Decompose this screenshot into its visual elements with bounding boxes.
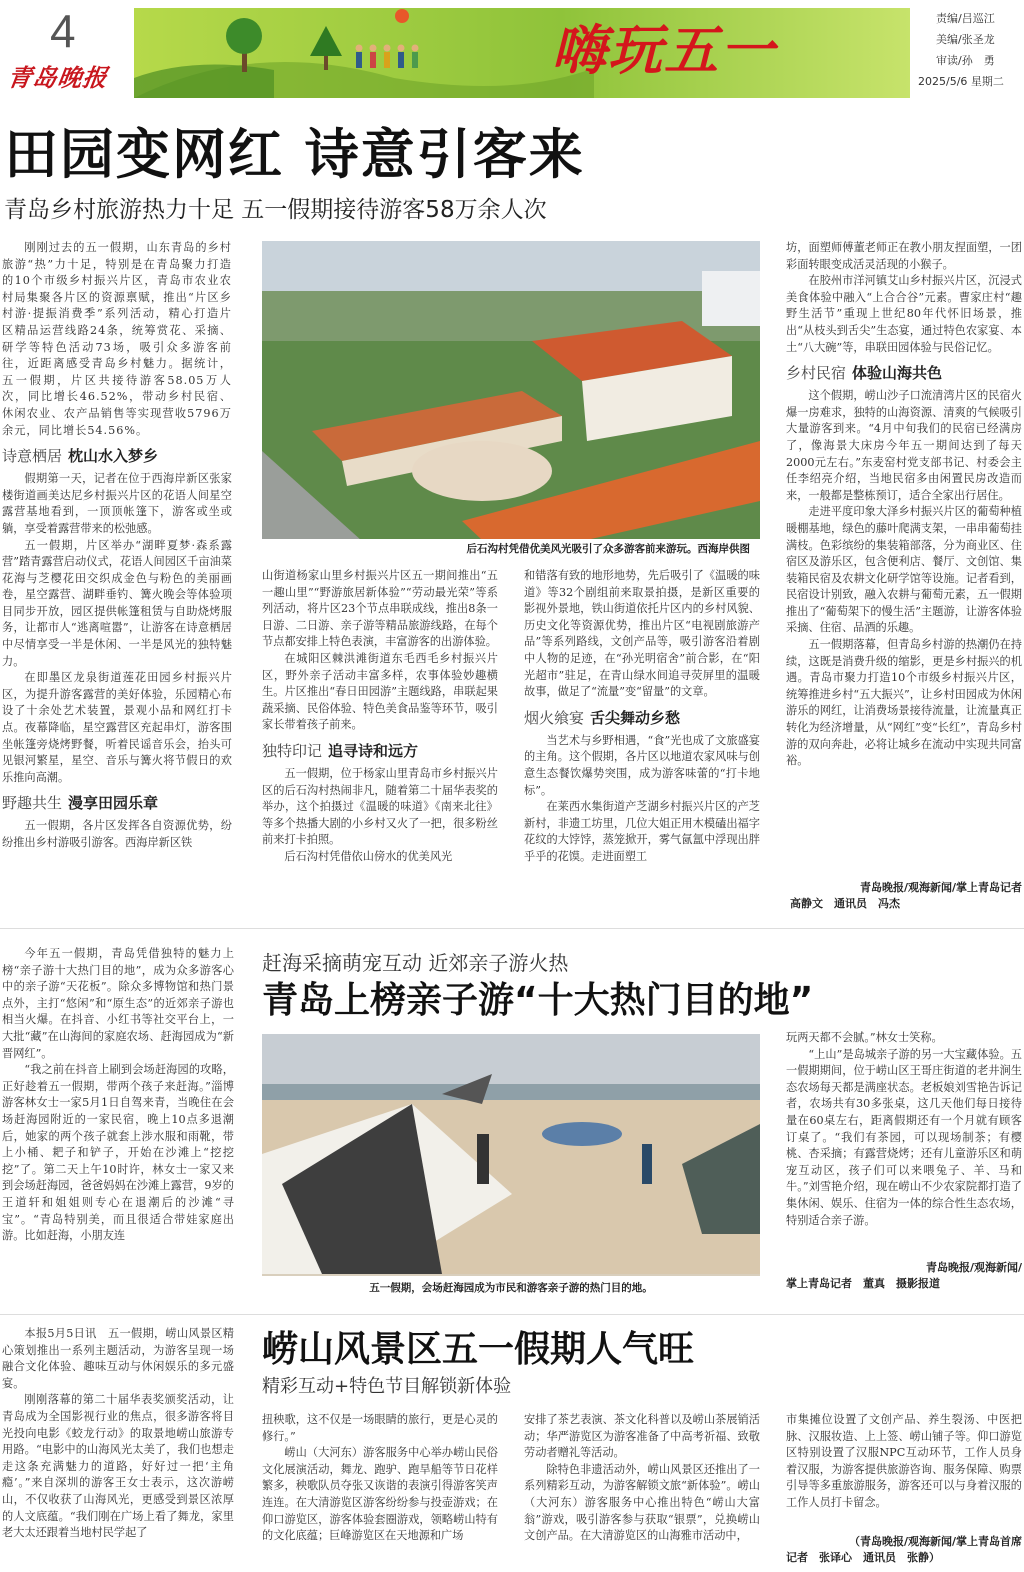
article2-photo-caption: 五一假期，会场赶海园成为市民和游客亲子游的热门目的地。 [262,1276,760,1300]
article1-column-4 [786,240,1022,878]
beach-camping-photo [262,1034,760,1274]
issue-date: 2025/5/6 星期二 [918,75,1004,88]
article3-dateline: 本报5月5日讯 五一假期，崂山风景区精心策划推出一系列主题活动，为游客呈现一场融合文化体验、趣味互动与休闲娱乐的多元盛宴。 [2,1327,234,1390]
article2-column-1 [2,946,234,1302]
paragraph: 在莱西水集街道产芝湖乡村振兴片区的产芝新村，非遗工坊里，几位大姐正用木模磕出福字花纹的大饽饽，蒸笼掀开，雾气氤氲中浮现出胖乎乎的花馍。走进面塑工 [524,800,760,863]
paragraph: 在胶州市洋河镇艾山乡村振兴片区，沉浸式美食体验中融入“上合合谷”元素。曹家庄村“趣野生活节”重现上世纪80年代怀旧场景，推出“从枝头到舌尖”生态宴，通过特色农家宴、本土“八大碗”等，串联田园体验与民俗记忆。 [786,274,1022,354]
page-number: 4 [50,5,76,57]
editor-credits [918,8,1022,92]
village-aerial-photo [262,241,760,559]
paragraph: 在即墨区龙泉街道莲花田园乡村振兴片区，为提升游客露营的美好体验，乐园精心布设了十余处艺术装置，景观小品和网红打卡点。夜幕降临，星空露营区充起串灯，游客围坐帐篷旁烧烤野餐，听着民谣音乐会，抬头可见银河繁星，星空、音乐与篝火将节假日的欢乐推向高潮。 [2,671,232,784]
article2-kicker: 赶海采摘萌宠互动 近郊亲子游火热 [262,951,569,975]
article1-subheadline: 青岛乡村旅游热力十足 五一假期接待游客58万余人次 [4,197,547,223]
article2-byline: 青岛晚报/观海新闻/ 掌上青岛记者 董真 摄影报道 [786,1261,1022,1290]
paragraph: 崂山（大河东）游客服务中心举办崂山民俗文化展演活动，舞龙、跑驴、跑旱船等节日花样繁多，秧歌队员夺张又诙谐的表演引得游客笑声连连。在大清游览区游客纷纷参与投壶游戏；在仰口游览区，游客体验套圈游戏，领略崂山特有的文化底蕴；巨峰游览区在天地源和广场 [262,1446,498,1543]
paragraph: 山街道杨家山里乡村振兴片区五一期间推出“五一趣山里”“野游旅居新体验”“劳动最光荣”等系列活动，将片区23个节点串联成线，推出8条一日游、二日游、亲子游等精品旅游线路，在每个节点都安排上特色表演，丰富游客的出游体验。 [262,569,498,649]
section3-heading: 独特印记 追寻诗和远方 [262,741,419,760]
paragraph: “我之前在抖音上刷到会场赶海园的攻略，正好趁着五一假期，带两个孩子来赶海。”淄博游客林女士一家5月1日自驾来青，当晚住在会场赶海园附近的一家民宿，晚上10点多退潮后，她家的两个孩子就套上涉水服和雨靴，带上小桶、耙子和铲子，开始在沙滩上“挖挖挖”了。第二天上午10时许，林女士一家又来到会场赶海园，爸爸妈妈在沙滩上露营，9岁的王道轩和姐姐则专心在退潮后的沙滩“寻宝”。“青岛特别美，而且很适合带娃家庭出游。比如赶海，小朋友连 [2,1063,234,1243]
article3-subheadline: 精彩互动+特色节目解锁新体验 [262,1376,512,1397]
sun-icon [395,9,409,23]
article1-column-3 [524,568,760,918]
section1-heading: 诗意栖居 枕山水入梦乡 [2,447,159,466]
people-icon [356,45,419,69]
divider [0,1314,1024,1315]
paragraph: 当艺术与乡野相遇，“食”光也成了文旅盛宴的主角。这个假期，各片区以地道农家风味与创意生态餐饮爆势突围，成为游客味蕾的“打卡地标”。 [524,733,760,797]
paper-name-logo: 青岛晚报 [5,63,110,92]
paragraph: 除特色非遗活动外，崂山风景区还推出了一系列精彩互动，为游客解锁文旅“新体验”。崂山（大河东）游客服务中心推出特色“崂山大富翁”游戏，吸引游客参与获取“银票”，兑换崂山文创产品。在大清游览区的山海雅市活动中， [524,1462,760,1543]
section2-heading: 野趣共生 漫享田园乐章 [2,794,159,813]
article3-column-4 [786,1412,1022,1530]
article2-column-3 [786,1030,1022,1274]
paragraph: 坊，面塑师傅董老师正在教小朋友捏面塑，一团彩面转眼变成活灵活现的小猴子。 [786,241,1022,271]
divider [0,928,1024,929]
designer-name: 美编/张圣龙 [936,33,995,46]
paragraph: 市集摊位设置了文创产品、养生裂汤、中医把脉、汉服妆造、上上签、崂山铺子等。仰口游览区特别设置了汉服NPC互动环节，工作人员身着汉服，为游客提供旅游咨询、服务保障、购票引导等多重旅游服务，游客还可以与身着汉服的工作人员打卡留念。 [786,1413,1022,1509]
banner-illustration [134,8,910,98]
paragraph: 扭秧歌，这不仅是一场眼睛的旅行，更是心灵的修行。” [262,1413,498,1443]
paragraph: 五一假期，片区举办“湖畔夏梦·森系露营”踏青露营启动仪式，花语人间园区千亩油菜花海与芝樱花田交织成金色与粉色的美丽画卷，星空露营、湖畔垂钓、篝火晚会等体验项目同步开放，园区提供帐篷租赁与自助烧烤服务，让都市人“逃离喧嚣”，让游客在诗意栖居中尽情享受一半是休闲、一半是风光的独特魅力。 [2,538,232,668]
banner [134,8,910,98]
article1-photo-caption: 后石沟村凭借优美风光吸引了众多游客前来游玩。西海岸供图 [262,539,760,559]
article1-byline: 青岛晚报/观海新闻/掌上青岛记者 高静文 通讯员 冯杰 [790,881,1022,910]
article3-column-3 [524,1412,760,1570]
article3-column-1 [2,1326,234,1570]
paragraph: 五一假期，各片区发挥各自资源优势，纷纷推出乡村游吸引游客。西海岸新区铁 [2,819,232,849]
paragraph: 假期第一天，记者在位于西海岸新区张家楼街道画美达尼乡村振兴片区的花语人间星空露营基地看到，一顶顶帐篷下，游客或坐或躺，享受着露营带来的松弛感。 [2,472,232,535]
paragraph: 和错落有致的地形地势，先后吸引了《温暖的味道》等32个剧组前来取景拍摄，是新区重要的影视外景地，铁山街道依托片区内的乡村风貌、历史文化等资源优势，推出片区“电视剧旅游产品”等系列路线，文创产品等，吸引游客沿着剧中人物的足迹，在“孙光明宿舍”前合影，在“阳光超市”驻足，在青山绿水间追寻荧屏里的温暖故事，做足了“流量”变“留量”的文章。 [524,569,760,699]
article2-photo [262,1034,760,1300]
banner-title: 嗨玩五一 [552,19,776,82]
paragraph: 走进平度印象大泽乡村振兴片区的葡萄种植暖棚基地，绿色的藤叶爬满支架，一串串葡萄挂满枝。色彩缤纷的集装箱部落，分为商业区、住宿区及游乐区，包含便利店、餐厅、文创馆、集装箱民宿及农耕文化研学馆等设施。记者看到，民宿设计别致，融入农耕与葡萄元素，五一假期推出了“葡萄架下的慢生活”主题游，让游客体验采摘、住宿、品酒的乐趣。 [786,505,1022,635]
paragraph: 后石沟村凭借依山傍水的优美风光 [284,849,453,863]
paragraph: 玩两天都不会腻。”林女士笑称。 [786,1031,943,1044]
article1-headline: 田园变网红 诗意引客来 [4,123,585,186]
paragraph: 刚刚落幕的第二十届华表奖颁奖活动，让青岛成为全国影视行业的焦点，很多游客将目光投向电影《蛟龙行动》的取景地崂山旅游专用路。“电影中的山海风光太美了，我们也想走走这条充满魅力的道路，好好过一把‘主角瘾’。”来自深圳的游客王女士表示，这次游崂山，不仅收获了山海风光，更感受到景区浓厚的人文底蕴。“我们刚在广场上看了舞龙，家里老大太还跟着当地村民学起了 [2,1393,234,1540]
article2-headline: 青岛上榜亲子游“十大热门目的地” [262,980,814,1021]
reviewer-name: 审读/孙 勇 [936,54,995,67]
section4-heading: 烟火飨宴 舌尖舞动乡愁 [524,708,681,727]
article3-column-2 [262,1412,498,1570]
article1-lead: 刚刚过去的五一假期，山东青岛的乡村旅游“热”力十足，特别是在青岛聚力打造的10个市级乡村振兴片区，青岛市农业农村局集聚各片区的资源禀赋，推出“片区乡村游·提振消费季”系列活动，精心打造片区精品运营线路24条，统筹赏花、采摘、研学等特色活动73场，吸引众多游客前往，近距离感受青岛乡村魅力。据统计，五一假期，片区共接待游客58.05万人次，同比增长46.52%，带动乡村民宿、休闲农业、农产品销售等实现营收5796万余元，同比增长54.56%。 [2,241,232,437]
paragraph: 在城阳区棘洪滩街道东毛西毛乡村振兴片区，野外亲子活动丰富多样，农事体验妙趣横生。片区推出“春日田园游”主题线路，串联起果蔬采摘、民俗体验、特色美食品鉴等环节，吸引家长带着孩子前来。 [262,651,498,732]
article3-headline: 崂山风景区五一假期人气旺 [262,1329,695,1370]
editor-name: 责编/吕巡江 [936,12,995,25]
paragraph: 这个假期，崂山沙子口流清湾片区的民宿火爆一房难求，独特的山海资源、清爽的气候吸引大量游客到来。“4月中旬我们的民宿已经满房了，像海景大床房今年五一期间达到了每天2000元左右。”东麦窑村党支部书记、村委会主任李绍亮介绍，当地民宿多由闲置民房改造而来，一般都是整栋预订，适合全家出行居住。 [786,389,1022,502]
article1-photo [262,241,760,559]
section5-heading: 乡村民宿 体验山海共色 [786,364,943,383]
paragraph: “上山”是岛城亲子游的另一大宝藏体验。五一假期期间，位于崂山区王哥庄街道的老井涧生态农场每天都是满座状态。老板娘刘雪艳告诉记者，农场共有30多张桌，这几天他们每日接待量在60桌左右，距离假期还有一个月就有顾客订桌了。“我们有茶园，可以现场制茶；有樱桃、杏采摘；有露营烧烤；还有儿童游乐区和萌宠互动区，孩子们可以来喂兔子、羊、马和牛。”刘雪艳介绍，现在崂山不少农家院都打造了集休闲、娱乐、住宿为一体的综合性生态农场，特别适合亲子游。 [786,1047,1022,1227]
paragraph: 今年五一假期，青岛凭借独特的魅力上榜“亲子游十大热门目的地”，成为众多游客心中的亲子游“天花板”。除众多博物馆和热门景点外，主打“悠闲”和“原生态”的近郊亲子游也相当火爆。在抖音、小红书等社交平台上，一大批“藏”在山海间的家庭农场、赶海园成为“新晋网红”。 [2,947,234,1060]
article1-column-2 [262,568,498,918]
paragraph: 安排了茶艺表演、茶文化科普以及崂山茶展销活动；华严游览区为游客准备了中高考祈福、致敬劳动者赠礼等活动。 [524,1413,760,1460]
paragraph: 五一假期落幕，但青岛乡村游的热潮仍在持续，这既是消费升级的缩影，更是乡村振兴的机遇。青岛市聚力打造10个市级乡村振兴片区，统筹推进乡村“五大振兴”，让乡村田园成为休闲游乐的网红，让消费场景接待流量，让流量真正转化为经济增量，从“网红”变“长红”，青岛乡村游的双向奔赴，必将让城乡在流动中实现共同富裕。 [786,638,1022,768]
article1-column-1 [2,240,232,918]
paragraph: 五一假期，位于杨家山里青岛市乡村振兴片区的后石沟村热闹非凡，随着第二十届华表奖的举办，这个拍摄过《温暖的味道》《南来北往》等多个热播大剧的小乡村又火了一把，很多粉丝前来打卡拍照。 [262,766,498,847]
article3-byline: （青岛晚报/观海新闻/掌上青岛首席 记者 张译心 通讯员 张静） [786,1535,1022,1564]
